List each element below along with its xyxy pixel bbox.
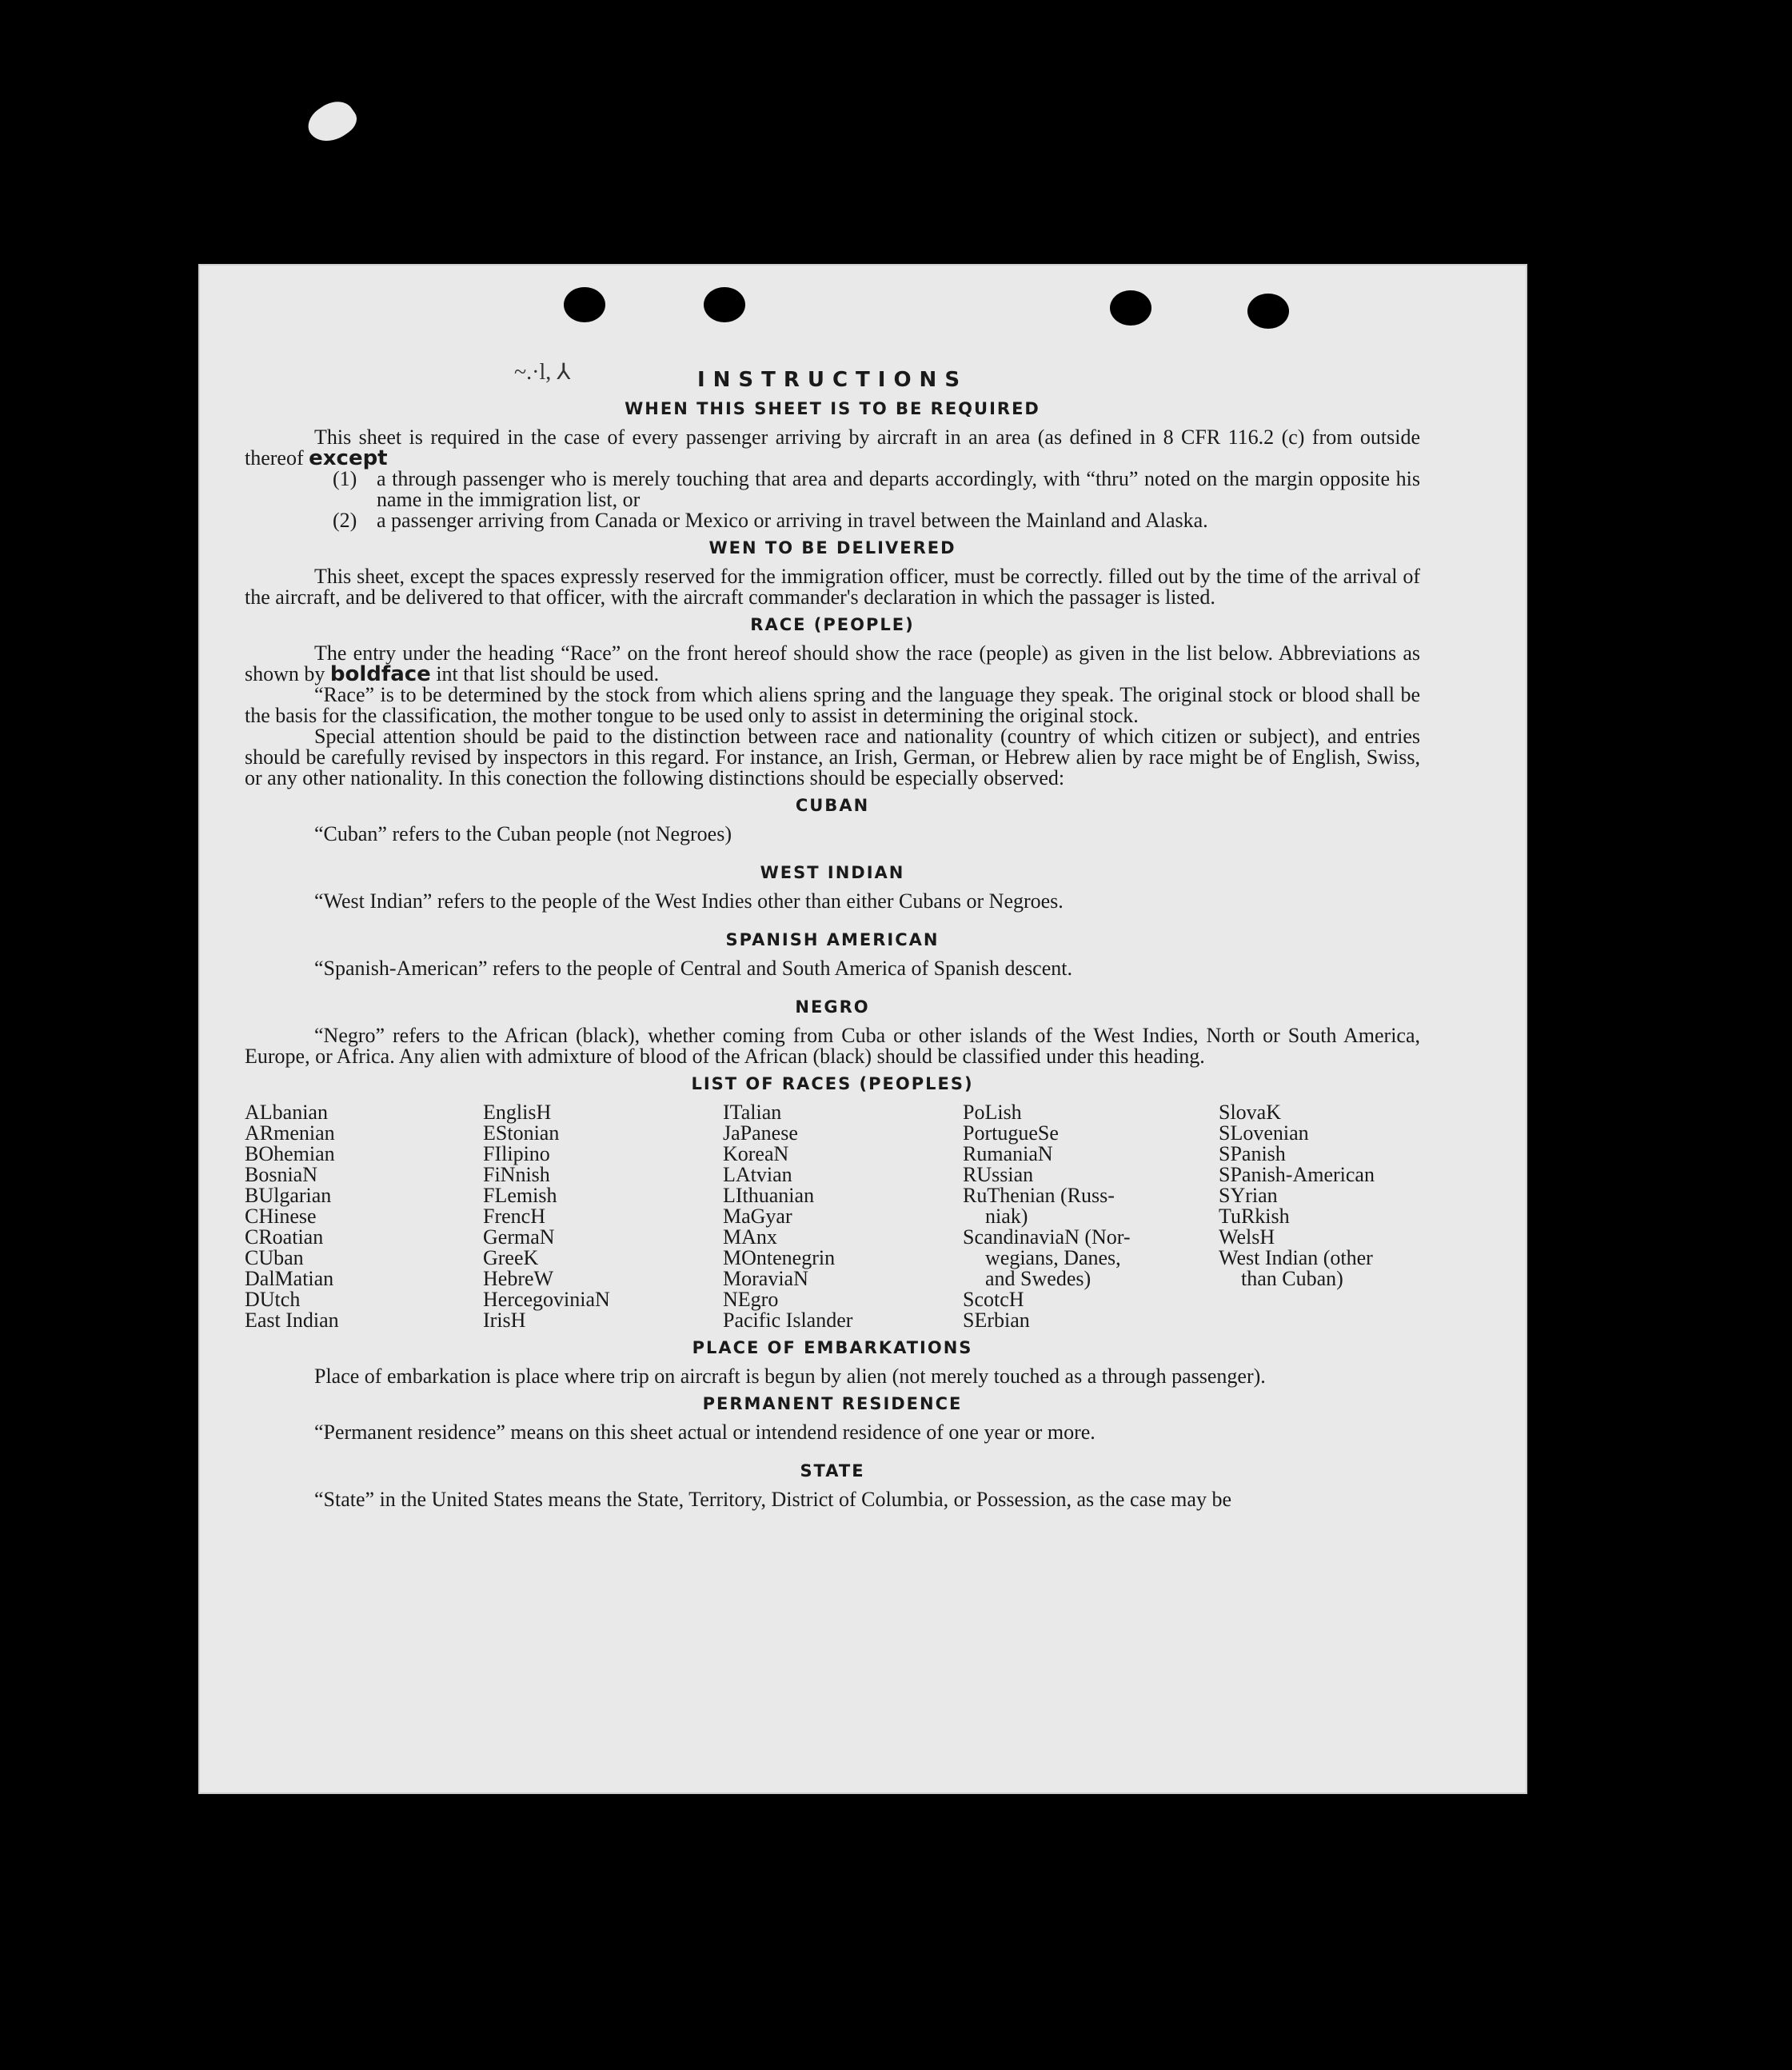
paragraph: “Permanent residence” means on this sheet actual or intendend residence of one year or more. — [314, 1421, 1096, 1444]
list-item: (1) a through passenger who is merely touching that area and departs accordingly, with “thru” noted on the margin opposite his name in the immigration list, or — [333, 467, 1420, 511]
list-item: BOhemian — [245, 1142, 335, 1165]
list-item: PortugueSe — [963, 1121, 1059, 1145]
list-item: MoraviaN — [723, 1267, 808, 1290]
list-item: PoLish — [963, 1101, 1022, 1124]
list-item: CHinese — [245, 1205, 317, 1228]
list-item: ARmenian — [245, 1121, 335, 1145]
list-item: NEgro — [723, 1288, 779, 1311]
heading-when-required: WHEN THIS SHEET IS TO BE REQUIRED — [625, 399, 1040, 418]
heading-negro: NEGRO — [795, 997, 870, 1017]
races-column-3 — [723, 1102, 963, 1331]
punch-hole — [704, 287, 745, 322]
scan-artifact — [302, 94, 362, 150]
list-item: CUban — [245, 1246, 304, 1269]
document-body — [245, 368, 1420, 1510]
paragraph: “West Indian” refers to the people of the West Indies other than either Cubans or Negroes. — [314, 889, 1064, 913]
page-title: INSTRUCTIONS — [696, 368, 968, 392]
list-item: MAnx — [723, 1225, 777, 1249]
races-column-2 — [483, 1102, 723, 1331]
paragraph: The entry under the heading “Race” on the front hereof should show the race (people) as given in the list below. Abbreviations as shown by boldface int that list should be used. — [245, 641, 1420, 686]
list-item: ScotcH — [963, 1288, 1024, 1311]
list-item: wegians, Danes, — [985, 1246, 1121, 1269]
list-item: SLovenian — [1219, 1121, 1309, 1145]
list-item: EnglisH — [483, 1101, 552, 1124]
heading-state: STATE — [800, 1461, 865, 1481]
list-item: JaPanese — [723, 1121, 798, 1145]
list-item: (2) a passenger arriving from Canada or Mexico or arriving in travel between the Mainland and Alaska. — [333, 509, 1208, 532]
races-column-1 — [245, 1102, 483, 1331]
paragraph: “Race” is to be determined by the stock from which aliens spring and the language they speak. The original stock or blood shall be the basis for the classification, the mother tongue to be used only to assist in determining the original stock. — [245, 683, 1420, 727]
list-item: East Indian — [245, 1309, 339, 1332]
paragraph: Place of embarkation is place where trip on aircraft is begun by alien (not merely touched as a through passenger). — [314, 1365, 1266, 1388]
list-item: DalMatian — [245, 1267, 334, 1290]
list-item: EStonian — [483, 1121, 560, 1145]
heading-when-delivered: WEN TO BE DELIVERED — [708, 538, 956, 557]
list-item: SPanish — [1219, 1142, 1286, 1165]
list-item: Pacific Islander — [723, 1309, 853, 1332]
heading-spanish-american: SPANISH AMERICAN — [725, 930, 940, 949]
punch-hole — [564, 287, 605, 322]
list-item: RumaniaN — [963, 1142, 1053, 1165]
punch-hole — [1110, 290, 1151, 326]
heading-cuban: CUBAN — [795, 796, 870, 815]
list-item: MaGyar — [723, 1205, 792, 1228]
heading-race: RACE (PEOPLE) — [750, 615, 915, 634]
paragraph: “Cuban” refers to the Cuban people (not Negroes) — [314, 822, 732, 845]
list-item: FIlipino — [483, 1142, 550, 1165]
list-item: ALbanian — [245, 1101, 328, 1124]
list-item: FLemish — [483, 1184, 557, 1207]
instruction-sheet — [198, 264, 1527, 1794]
list-item: RUssian — [963, 1163, 1034, 1186]
races-column-4 — [963, 1102, 1219, 1331]
list-item: GreeK — [483, 1246, 539, 1269]
list-item: DUtch — [245, 1288, 301, 1311]
heading-embarkation: PLACE OF EMBARKATIONS — [692, 1338, 973, 1357]
list-item: BosniaN — [245, 1163, 317, 1186]
list-item: GermaN — [483, 1225, 555, 1249]
paragraph: This sheet is required in the case of every passenger arriving by aircraft in an area (as defined in 8 CFR 116.2 (c) from outside thereof except — [245, 426, 1420, 470]
list-item: MOntenegrin — [723, 1246, 836, 1269]
list-item: West Indian (other — [1219, 1246, 1373, 1269]
heading-west-indian: WEST INDIAN — [760, 863, 905, 882]
list-item: WelsH — [1219, 1225, 1275, 1249]
list-item: than Cuban) — [1241, 1267, 1343, 1290]
punch-hole — [1247, 294, 1289, 329]
list-item: SErbian — [963, 1309, 1030, 1332]
list-item: LAtvian — [723, 1163, 792, 1186]
races-list — [245, 1102, 1420, 1331]
races-column-5 — [1219, 1102, 1420, 1331]
paragraph: “Spanish-American” refers to the people of Central and South America of Spanish descent. — [314, 957, 1072, 980]
heading-list-of-races: LIST OF RACES (PEOPLES) — [691, 1074, 974, 1093]
list-item: LIthuanian — [723, 1184, 815, 1207]
list-item: FiNnish — [483, 1163, 550, 1186]
paragraph: Special attention should be paid to the distinction between race and nationality (country of which citizen or subject), and entries should be carefully revised by inspectors in this regard. For instance, an Irish, German, or Hebrew alien by race might be of English, Swiss, or any other nationality. In this conection the following distinctions should be especially observed: — [245, 725, 1420, 789]
list-item: ITalian — [723, 1101, 782, 1124]
handwritten-mark: ~.·l, ⅄ — [514, 360, 571, 385]
list-item: CRoatian — [245, 1225, 324, 1249]
list-item: SYrian — [1219, 1184, 1278, 1207]
paragraph: “Negro” refers to the African (black), whether coming from Cuba or other islands of the West Indies, North or South America, Europe, or Africa. Any alien with admixture of blood of the African (black) should be classified under this heading. — [245, 1024, 1420, 1068]
paragraph: “State” in the United States means the State, Territory, District of Columbia, or Possession, as the case may be — [314, 1488, 1231, 1511]
list-item: TuRkish — [1219, 1205, 1290, 1228]
list-item: RuThenian (Russ- — [963, 1184, 1115, 1207]
paragraph: This sheet, except the spaces expressly reserved for the immigration officer, must be correctly. filled out by the time of the arrival of the aircraft, and be delivered to that officer, with the aircraft commander's declaration in which the passager is listed. — [245, 565, 1420, 609]
list-item: HebreW — [483, 1267, 554, 1290]
list-item: SPanish-American — [1219, 1163, 1375, 1186]
list-item: IrisH — [483, 1309, 526, 1332]
list-item: and Swedes) — [985, 1267, 1092, 1290]
list-item: ScandinaviaN (Nor- — [963, 1225, 1131, 1249]
list-item: BUlgarian — [245, 1184, 332, 1207]
heading-permanent-residence: PERMANENT RESIDENCE — [702, 1394, 963, 1413]
list-item: HercegoviniaN — [483, 1288, 610, 1311]
list-item: SlovaK — [1219, 1101, 1281, 1124]
list-item: FrencH — [483, 1205, 545, 1228]
list-item: niak) — [985, 1205, 1028, 1228]
list-item: KoreaN — [723, 1142, 789, 1165]
